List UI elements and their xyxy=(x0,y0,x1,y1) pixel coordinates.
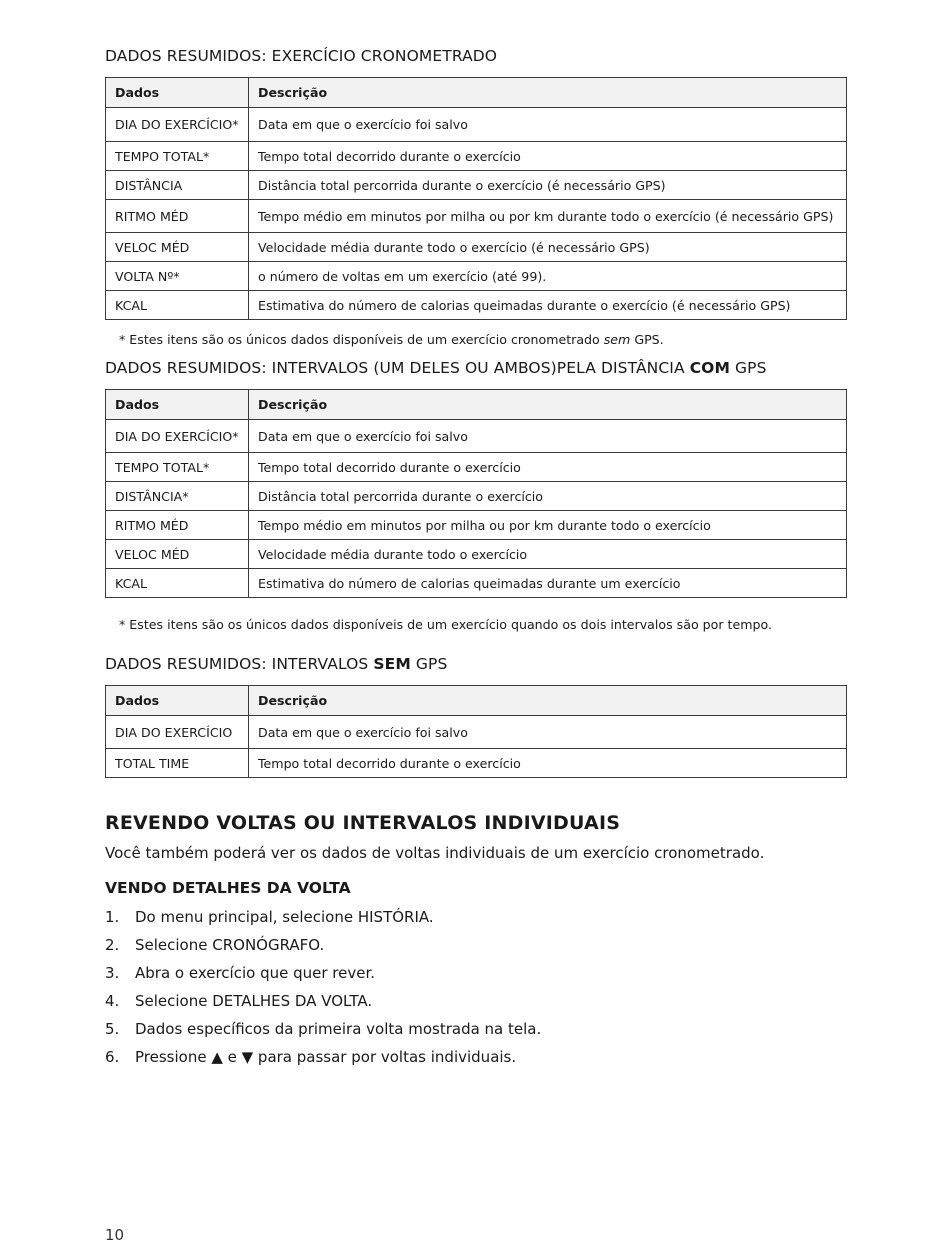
column-header-data: Dados xyxy=(106,390,249,420)
step-number: 2. xyxy=(105,936,120,954)
column-header-description: Descrição xyxy=(249,390,847,420)
section-title-bold: SEM xyxy=(373,655,411,673)
cell-description: Tempo médio em minutos por milha ou por km durante todo o exercício (é necessário GPS) xyxy=(249,200,847,233)
table-row xyxy=(106,200,847,233)
table-row xyxy=(106,108,847,142)
cell-description: Tempo total decorrido durante o exercício xyxy=(249,142,847,171)
column-header-data: Dados xyxy=(106,686,249,716)
step-number: 1. xyxy=(105,908,120,926)
steps-list xyxy=(105,906,541,1074)
table-row xyxy=(106,511,847,540)
table-row xyxy=(106,482,847,511)
cell-description: o número de voltas em um exercício (até 99). xyxy=(249,262,847,291)
table-row xyxy=(106,540,847,569)
cell-data: RITMO MÉD xyxy=(106,200,249,233)
step-text: Selecione DETALHES DA VOLTA. xyxy=(135,992,373,1010)
footnote-text: * Estes itens são os únicos dados disponíveis de um exercício cronometrado xyxy=(119,332,604,347)
cell-data: DIA DO EXERCÍCIO* xyxy=(106,420,249,453)
step-text: Pressione ▲ e ▼ para passar por voltas individuais. xyxy=(135,1048,517,1066)
cell-description: Tempo total decorrido durante o exercício xyxy=(249,749,847,778)
cell-data: DIA DO EXERCÍCIO* xyxy=(106,108,249,142)
table-row xyxy=(106,453,847,482)
step-text: Do menu principal, selecione HISTÓRIA. xyxy=(135,908,434,926)
cell-data: TEMPO TOTAL* xyxy=(106,142,249,171)
cell-data: KCAL xyxy=(106,569,249,598)
column-header-description: Descrição xyxy=(249,686,847,716)
table-row xyxy=(106,716,847,749)
table-header-row xyxy=(106,78,847,108)
section-title-bold: COM xyxy=(689,359,730,377)
list-item xyxy=(105,1046,541,1074)
cell-description: Data em que o exercício foi salvo xyxy=(249,420,847,453)
section-title-text: DADOS RESUMIDOS: INTERVALOS (UM DELES OU AMBOS)PELA DISTÂNCIA xyxy=(105,359,690,377)
step-text: Dados específicos da primeira volta mostrada na tela. xyxy=(135,1020,542,1038)
section-title-intervals-without-gps xyxy=(105,655,447,673)
summary-table-intervals-without-gps xyxy=(105,685,847,778)
table-row xyxy=(106,569,847,598)
cell-description: Velocidade média durante todo o exercício (é necessário GPS) xyxy=(249,233,847,262)
cell-description: Estimativa do número de calorias queimadas durante o exercício (é necessário GPS) xyxy=(249,291,847,320)
list-item xyxy=(105,990,541,1018)
section-title-timed-workout: DADOS RESUMIDOS: EXERCÍCIO CRONOMETRADO xyxy=(105,47,498,65)
step-text: Abra o exercício que quer rever. xyxy=(135,964,376,982)
cell-data: VOLTA Nº* xyxy=(106,262,249,291)
cell-data: VELOC MÉD xyxy=(106,540,249,569)
subsection-heading: VENDO DETALHES DA VOLTA xyxy=(105,879,351,897)
table-row xyxy=(106,749,847,778)
cell-description: Tempo total decorrido durante o exercício xyxy=(249,453,847,482)
section-title-text-end: GPS xyxy=(410,655,448,673)
step-number: 3. xyxy=(105,964,120,982)
section-title-text-end: GPS xyxy=(729,359,767,377)
table-row xyxy=(106,420,847,453)
column-header-data: Dados xyxy=(106,78,249,108)
cell-description: Distância total percorrida durante o exercício (é necessário GPS) xyxy=(249,171,847,200)
cell-data: TEMPO TOTAL* xyxy=(106,453,249,482)
table-row xyxy=(106,233,847,262)
cell-description: Tempo médio em minutos por milha ou por km durante todo o exercício xyxy=(249,511,847,540)
section-heading: REVENDO VOLTAS OU INTERVALOS INDIVIDUAIS xyxy=(105,812,621,834)
step-number: 4. xyxy=(105,992,120,1010)
cell-description: Velocidade média durante todo o exercício xyxy=(249,540,847,569)
list-item xyxy=(105,962,541,990)
section-title-text: DADOS RESUMIDOS: INTERVALOS xyxy=(105,655,374,673)
table-row xyxy=(106,142,847,171)
cell-data: RITMO MÉD xyxy=(106,511,249,540)
step-number: 6. xyxy=(105,1048,120,1066)
summary-table-timed-workout xyxy=(105,77,847,320)
page-number: 10 xyxy=(105,1226,125,1244)
list-item xyxy=(105,934,541,962)
cell-description: Data em que o exercício foi salvo xyxy=(249,716,847,749)
table-header-row xyxy=(106,390,847,420)
summary-table-intervals-with-gps xyxy=(105,389,847,598)
table-row xyxy=(106,291,847,320)
cell-data: DISTÂNCIA* xyxy=(106,482,249,511)
step-text: Selecione CRONÓGRAFO. xyxy=(135,936,325,954)
table-row xyxy=(106,262,847,291)
footnote-intervals: * Estes itens são os únicos dados disponíveis de um exercício quando os dois intervalos são por tempo. xyxy=(119,617,772,632)
cell-data: DISTÂNCIA xyxy=(106,171,249,200)
column-header-description: Descrição xyxy=(249,78,847,108)
cell-description: Data em que o exercício foi salvo xyxy=(249,108,847,142)
cell-data: VELOC MÉD xyxy=(106,233,249,262)
cell-description: Distância total percorrida durante o exercício xyxy=(249,482,847,511)
footnote-timed-workout xyxy=(119,332,664,347)
list-item xyxy=(105,1018,541,1046)
section-title-intervals-with-gps xyxy=(105,359,767,377)
cell-description: Estimativa do número de calorias queimadas durante um exercício xyxy=(249,569,847,598)
intro-paragraph: Você também poderá ver os dados de voltas individuais de um exercício cronometrado. xyxy=(105,844,765,862)
cell-data: KCAL xyxy=(106,291,249,320)
cell-data: TOTAL TIME xyxy=(106,749,249,778)
footnote-text-end: GPS. xyxy=(630,332,664,347)
footnote-emphasis: sem xyxy=(603,332,631,347)
cell-data: DIA DO EXERCÍCIO xyxy=(106,716,249,749)
table-row xyxy=(106,171,847,200)
step-number: 5. xyxy=(105,1020,120,1038)
list-item xyxy=(105,906,541,934)
table-header-row xyxy=(106,686,847,716)
